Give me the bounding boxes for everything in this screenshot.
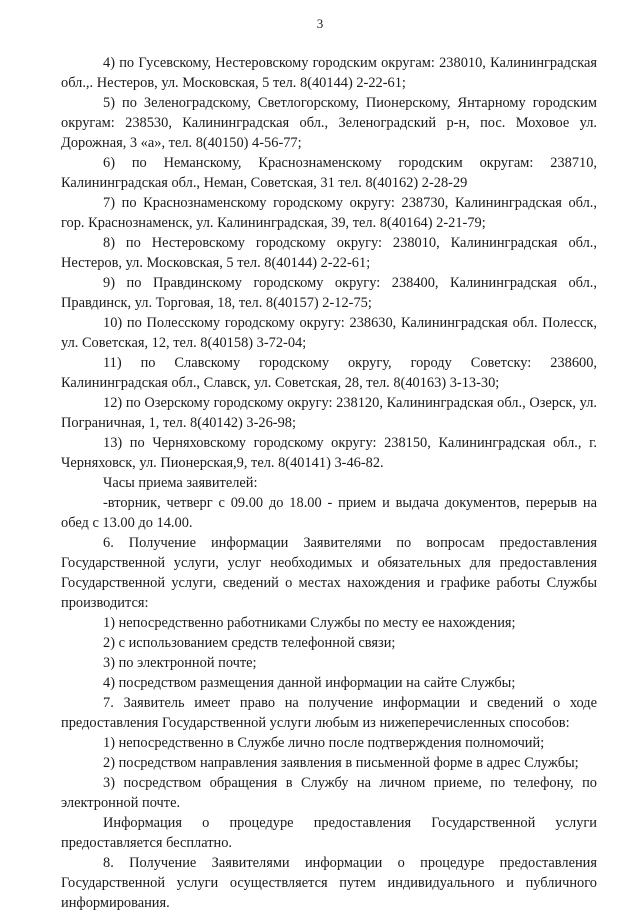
free-information-paragraph: Информация о процедуре предоставления Государственной услуги предоставляется бесплатно. [61,815,597,851]
office-item-10: 10) по Полесскому городскому округу: 238630, Калининградская обл. Полесск, ул. Советская, 12, тел. 8(40158) 3-72-04; [61,315,597,351]
section-7-item-1: 1) непосредственно в Службе лично после подтверждения полномочий; [103,735,545,751]
section-7-paragraph: 7. Заявитель имеет право на получение информации и сведений о ходе предоставления Государственной услуги любым из нижеперечисленных способов: [61,695,597,731]
reception-hours-heading: Часы приема заявителей: [103,475,258,491]
section-6-item-3: 3) по электронной почте; [103,655,257,671]
section-7-item-2: 2) посредством направления заявления в письменной форме в адрес Службы; [103,755,579,771]
section-6-paragraph: 6. Получение информации Заявителями по вопросам предоставления Государственной услуги, услуг необходимых и обязательных для предоставления Государственной услуги, сведений о местах нахождения и графике работы Службы производится: [61,535,597,611]
office-item-9: 9) по Правдинскому городскому округу: 238400, Калининградская обл., Правдинск, ул. Торговая, 18, тел. 8(40157) 2-12-75; [61,275,597,311]
office-item-6: 6) по Неманскому, Краснознаменскому городским округам: 238710, Калининградская обл., Неман, Советская, 31 тел. 8(40162) 2-28-29 [61,155,597,191]
section-6-item-2: 2) с использованием средств телефонной связи; [103,635,396,651]
office-item-7: 7) по Краснознаменскому городскому округу: 238730, Калининградская обл., гор. Краснознаменск, ул. Калининградская, 39, тел. 8(40164) 2-21-79; [61,195,597,231]
section-6-item-4: 4) посредством размещения данной информации на сайте Службы; [103,675,516,691]
section-6-item-1: 1) непосредственно работниками Службы по месту ее нахождения; [103,615,516,631]
office-item-5: 5) по Зеленоградскому, Светлогорскому, Пионерскому, Янтарному городским округам: 238530, Калининградская обл., Зеленоградский р-н, пос. Моховое ул. Дорожная, 3 «а», тел. 8(40150) 4-56-77; [61,95,597,151]
reception-hours-text: -вторник, четверг с 09.00 до 18.00 - прием и выдача документов, перерыв на обед с 13.00 до 14.00. [61,495,597,531]
office-item-8: 8) по Нестеровскому городскому округу: 238010, Калининградская обл., Нестеров, ул. Московская, 5 тел. 8(40144) 2-22-61; [61,235,597,271]
office-item-12: 12) по Озерскому городскому округу: 238120, Калининградская обл., Озерск, ул. Пограничная, 1, тел. 8(40142) 3-26-98; [61,395,597,431]
office-item-11: 11) по Славскому городскому округу, городу Советску: 238600, Калининградская обл., Славск, ул. Советская, 28, тел. 8(40163) 3-13-30; [61,355,597,391]
section-7-item-3: 3) посредством обращения в Службу на личном приеме, по телефону, по электронной почте. [61,775,597,811]
page-number: 3 [316,16,324,31]
document-body [61,53,597,913]
office-item-13: 13) по Черняховскому городскому округу: 238150, Калининградская обл., г. Черняховск, ул. Пионерская,9, тел. 8(40141) 3-46-82. [61,435,597,471]
section-8-paragraph: 8. Получение Заявителями информации о процедуре предоставления Государственной услуги осуществляется путем индивидуального и публичного информирования. [61,855,597,911]
office-item-4: 4) по Гусевскому, Нестеровскому городским округам: 238010, Калининградская обл.,. Нестеров, ул. Московская, 5 тел. 8(40144) 2-22-61; [61,55,597,91]
